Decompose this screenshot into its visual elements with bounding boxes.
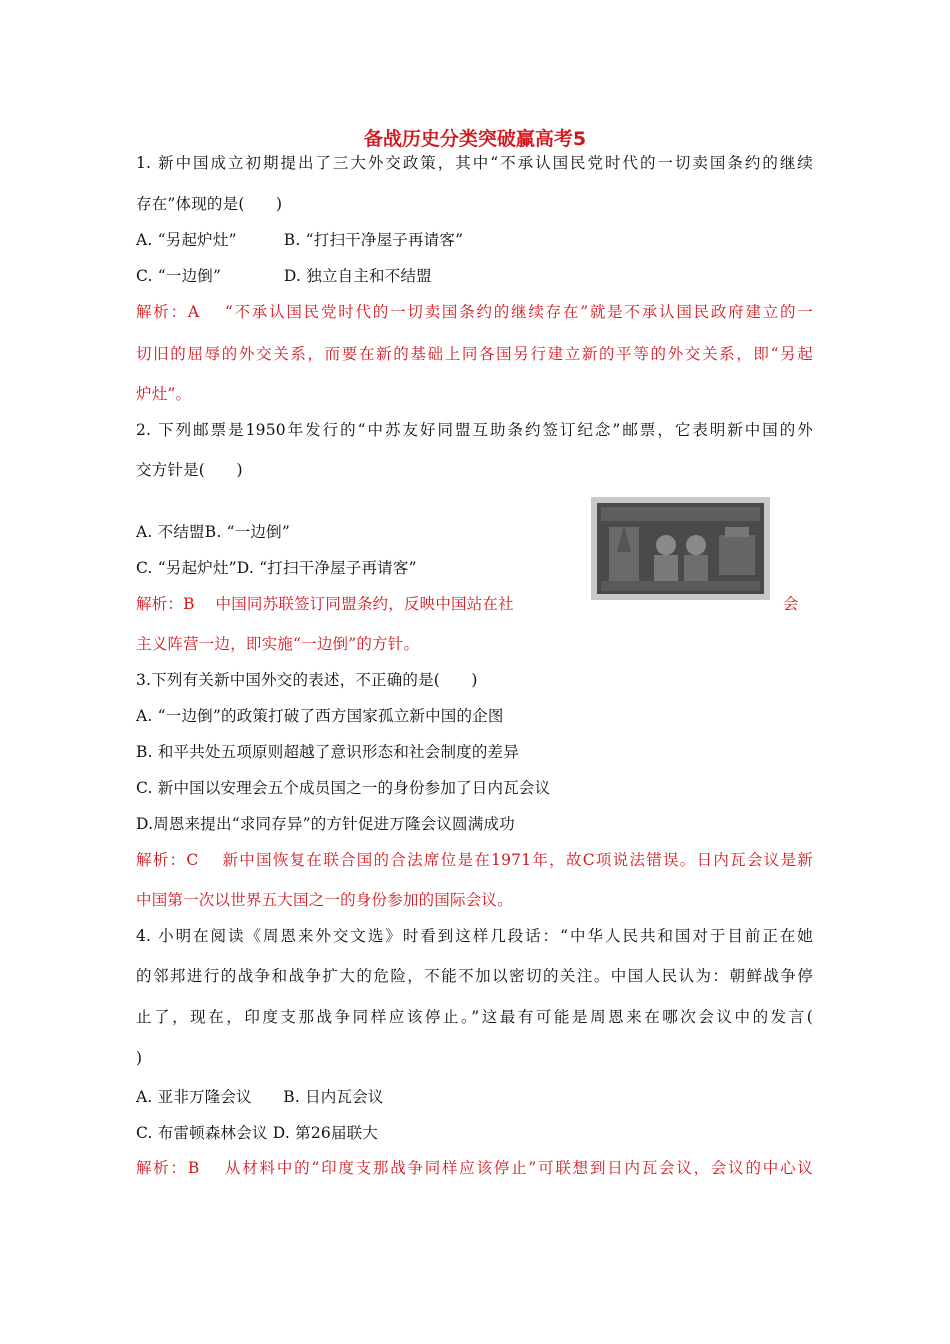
question-line: A. 亚非万隆会议 B. 日内瓦会议	[136, 1088, 384, 1106]
question-line: B. 和平共处五项原则超越了意识形态和社会制度的差异	[136, 743, 519, 761]
question-line: C. “另起炉灶”D. “打扫干净屋子再请客”	[136, 559, 417, 577]
question-line: 1. 新中国成立初期提出了三大外交政策，其中“不承认国民党时代的一切卖国条约的继续	[136, 154, 813, 172]
answer-line: 解析：A “不承认国民党时代的一切卖国条约的继续存在”就是不承认国民政府建立的一	[136, 303, 813, 321]
question-line: C. “一边倒” D. 独立自主和不结盟	[136, 267, 432, 285]
question-line: 交方针是( )	[136, 461, 243, 479]
answer-line: 炉灶”。	[136, 385, 192, 403]
answer-line: 会	[783, 595, 799, 613]
question-line: 2. 下列邮票是1950年发行的“中苏友好同盟互助条约签订纪念”邮票，它表明新中国的外	[136, 421, 813, 439]
answer-line: 解析：B 中国同苏联签订同盟条约，反映中国站在社	[136, 595, 514, 613]
answer-line: 主义阵营一边，即实施“一边倒”的方针。	[136, 635, 420, 653]
question-line: 4. 小明在阅读《周恩来外交文选》时看到这样几段话：“中华人民共和国对于目前正在她	[136, 927, 813, 945]
answer-line: 解析：C 新中国恢复在联合国的合法席位是在1971年，故C项说法错误。日内瓦会议是新	[136, 851, 813, 869]
question-line: )	[136, 1049, 143, 1067]
question-line: A. 不结盟B. “一边倒”	[136, 523, 290, 541]
question-line: C. 布雷顿森林会议 D. 第26届联大	[136, 1124, 379, 1142]
question-line: 的邻邦进行的战争和战争扩大的危险，不能不加以密切的关注。中国人民认为：朝鲜战争停	[136, 967, 813, 985]
page-title: 备战历史分类突破赢高考5	[363, 128, 587, 150]
question-line: 3.下列有关新中国外交的表述，不正确的是( )	[136, 671, 478, 689]
answer-line: 切旧的屈辱的外交关系，而要在新的基础上同各国另行建立新的平等的外交关系，即“另起	[136, 345, 813, 363]
stamp-image	[591, 497, 770, 600]
answer-line: 中国第一次以世界五大国之一的身份参加的国际会议。	[136, 891, 513, 909]
question-line: D.周恩来提出“求同存异”的方针促进万隆会议圆满成功	[136, 815, 515, 833]
question-line: 存在”体现的是( )	[136, 195, 283, 213]
question-line: 止了，现在，印度支那战争同样应该停止。”这最有可能是周恩来在哪次会议中的发言(	[136, 1008, 813, 1026]
question-line: C. 新中国以安理会五个成员国之一的身份参加了日内瓦会议	[136, 779, 551, 797]
answer-line: 解析：B 从材料中的“印度支那战争同样应该停止”可联想到日内瓦会议，会议的中心议	[136, 1159, 813, 1177]
question-line: A. “一边倒”的政策打破了西方国家孤立新中国的企图	[136, 707, 504, 725]
question-line: A. “另起炉灶” B. “打扫干净屋子再请客”	[136, 231, 464, 249]
